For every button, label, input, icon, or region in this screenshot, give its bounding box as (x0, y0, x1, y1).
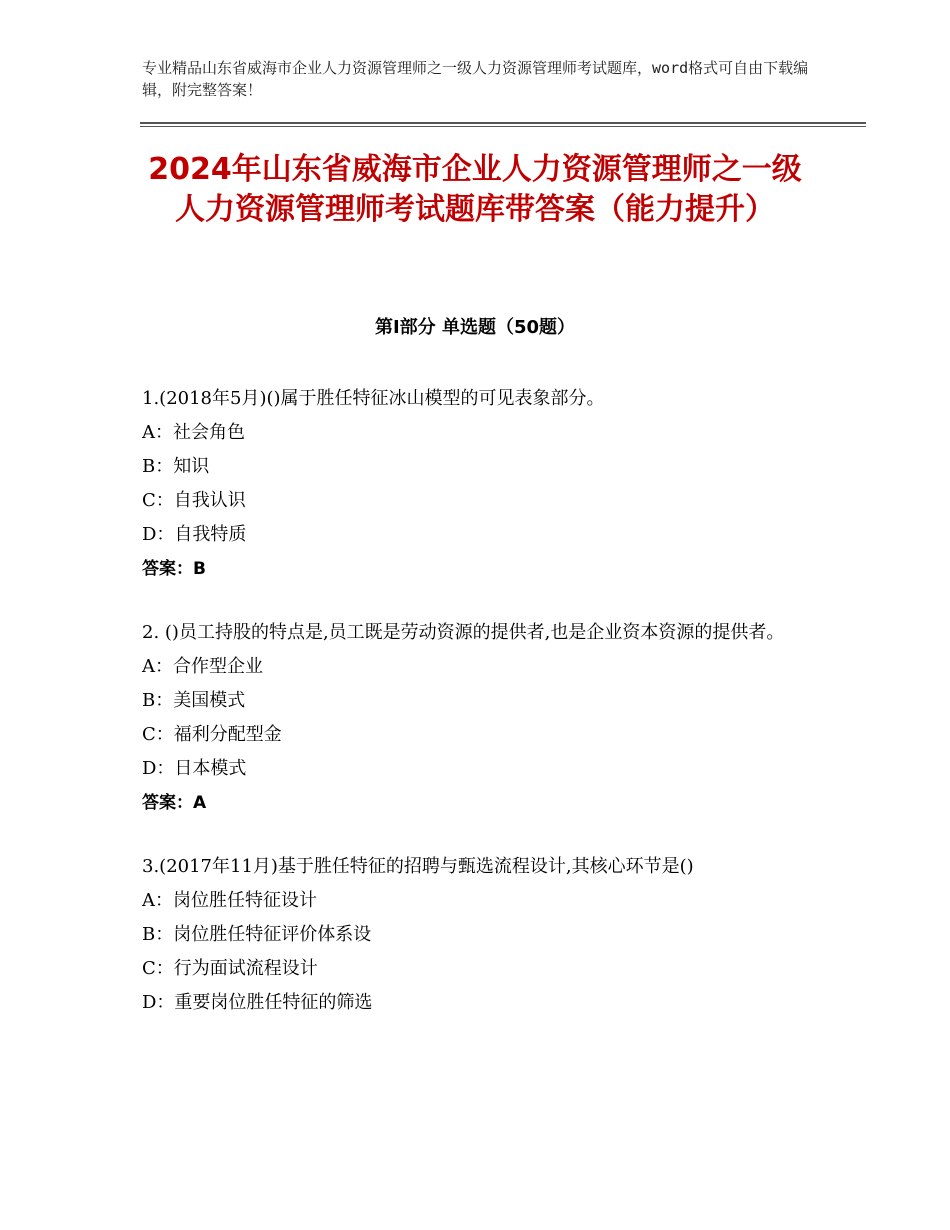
header-divider-thin (140, 126, 866, 127)
answer-key: 答案：B (142, 559, 206, 579)
option-b: B：知识 (142, 456, 210, 477)
answer-key: 答案：A (142, 793, 207, 813)
document-title: 2024年山东省威海市企业人力资源管理师之一级人力资源管理师考试题库带答案（能力提升） (148, 152, 802, 227)
option-c: C：自我认识 (142, 490, 246, 511)
section-title: 第Ⅰ部分 单选题（50题） (374, 317, 575, 338)
option-b: B：美国模式 (142, 690, 246, 711)
question-item (142, 850, 807, 1020)
option-d: D：日本模式 (142, 758, 247, 779)
option-d: D：自我特质 (142, 524, 247, 545)
question-list (142, 382, 807, 1050)
question-item (142, 616, 807, 820)
option-a: A：合作型企业 (142, 656, 263, 677)
option-a: A：社会角色 (142, 422, 245, 443)
header-divider-thick (140, 122, 866, 124)
question-stem: 2. ()员工持股的特点是,员工既是劳动资源的提供者,也是企业资本资源的提供者。 (142, 622, 785, 643)
question-stem: 3.(2017年11月)基于胜任特征的招聘与甄选流程设计,其核心环节是() (142, 856, 694, 877)
option-b: B：岗位胜任特征评价体系设 (142, 924, 372, 945)
question-item (142, 382, 807, 586)
option-c: C：福利分配型金 (142, 724, 282, 745)
option-a: A：岗位胜任特征设计 (142, 890, 317, 911)
question-stem: 1.(2018年5月)()属于胜任特征冰山模型的可见表象部分。 (142, 388, 605, 409)
option-d: D：重要岗位胜任特征的筛选 (142, 992, 373, 1013)
header-note: 专业精品山东省威海市企业人力资源管理师之一级人力资源管理师考试题库，word格式可自由下载编辑，附完整答案！ (142, 59, 809, 99)
option-c: C：行为面试流程设计 (142, 958, 318, 979)
